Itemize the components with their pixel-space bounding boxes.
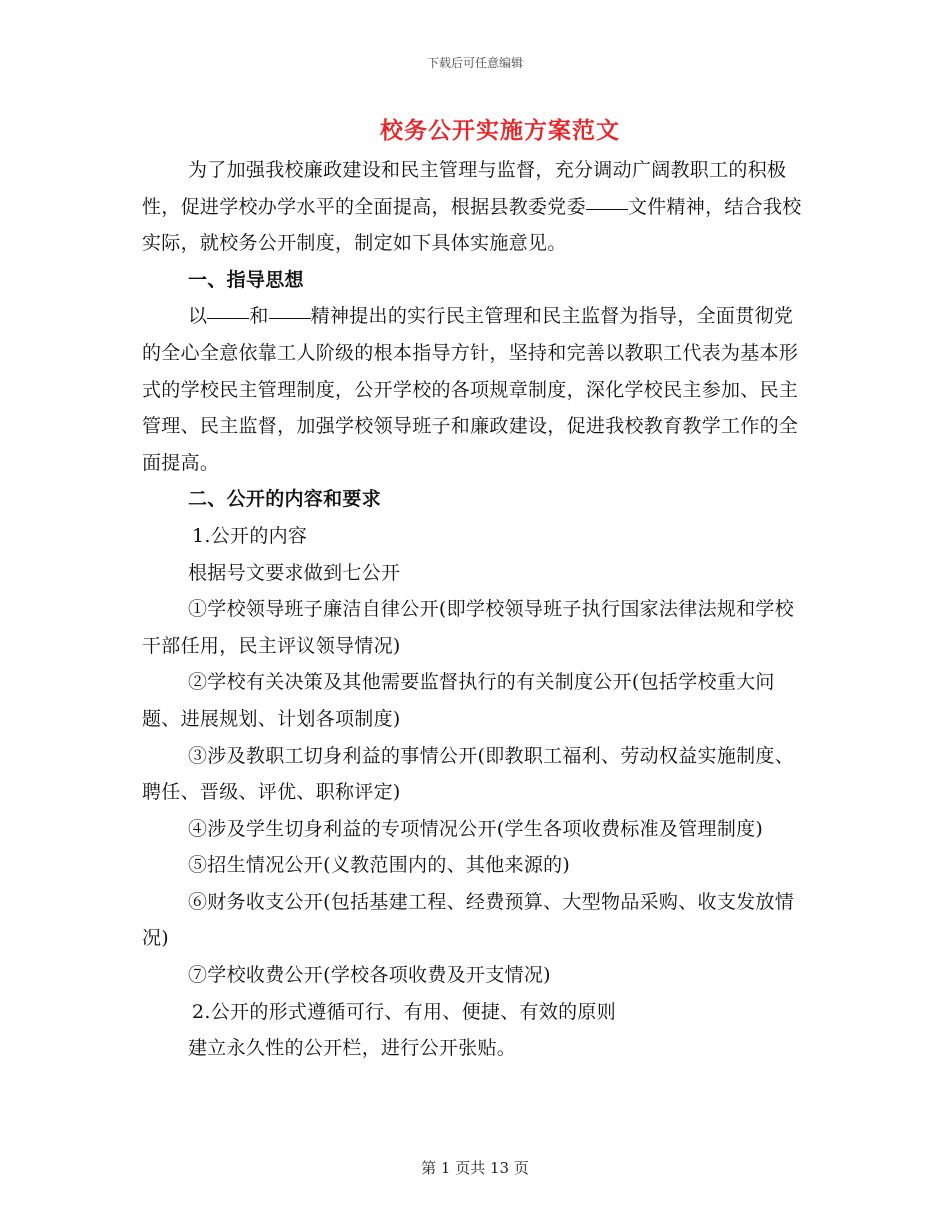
- intro-text-b: 文件精神，结合我校实际，就校务公开制度，制定如下具体实施意见。: [142, 195, 802, 255]
- fill-blank: [586, 208, 628, 210]
- header-note: 下载后可任意编辑: [426, 56, 523, 70]
- page-number: 第 1 页共 13 页: [421, 1159, 529, 1177]
- content-intro: 根据号文要求做到七公开: [188, 561, 401, 584]
- subheading-content: 1.公开的内容: [192, 524, 308, 547]
- guiding-text-a: 以: [188, 305, 208, 328]
- guiding-text-b: 和: [249, 305, 269, 328]
- form-text: 建立永久性的公开栏，进行公开张贴。: [188, 1037, 517, 1060]
- guiding-text-c: 精神提出的实行民主管理和民主监督为指导，全面贯彻党的全心全意依靠工人阶级的根本指导方针，坚持和完善以教职工代表为基本形式的学校民主管理制度，公开学校的各项规章制度，深化学校民主参加、民主管理、民主监督，加强学校领导班子和廉政建设，促进我校教育教学工作的全面提高。: [142, 305, 799, 474]
- list-item: ①学校领导班子廉洁自律公开(即学校领导班子执行国家法律法规和学校干部任用，民主评议领导情况): [142, 598, 795, 657]
- section-heading-2: 二、公开的内容和要求: [188, 488, 382, 511]
- document-body: [142, 152, 812, 1067]
- list-item: ②学校有关决策及其他需要监督执行的有关制度公开(包括学校重大问题、进展规划、计划各项制度): [142, 671, 775, 730]
- list-item: ⑦学校收费公开(学校各项收费及开支情况): [188, 964, 551, 987]
- document-title: 校务公开实施方案范文: [380, 117, 620, 144]
- guiding-paragraph: [142, 298, 812, 481]
- intro-paragraph: [142, 152, 812, 262]
- intro-text-a: 为了加强我校廉政建设和民主管理与监督，充分调动广阔教职工的积极性，促进学校办学水平的全面提高，根据县教委党委: [142, 159, 787, 218]
- section-heading-1: 一、指导思想: [188, 268, 304, 291]
- list-item: ⑤招生情况公开(义教范围内的、其他来源的): [188, 854, 571, 877]
- fill-blank: [207, 317, 249, 319]
- list-item: ③涉及教职工切身利益的事情公开(即教职工福利、劳动权益实施制度、聘任、晋级、评优、职称评定): [142, 744, 795, 804]
- list-item: ⑥财务收支公开(包括基建工程、经费预算、大型物品采购、收支发放情况): [142, 890, 795, 950]
- subheading-form: 2.公开的形式遵循可行、有用、便捷、有效的原则: [192, 1000, 617, 1023]
- fill-blank: [269, 317, 311, 319]
- list-item: ④涉及学生切身利益的专项情况公开(学生各项收费标准及管理制度): [188, 817, 764, 840]
